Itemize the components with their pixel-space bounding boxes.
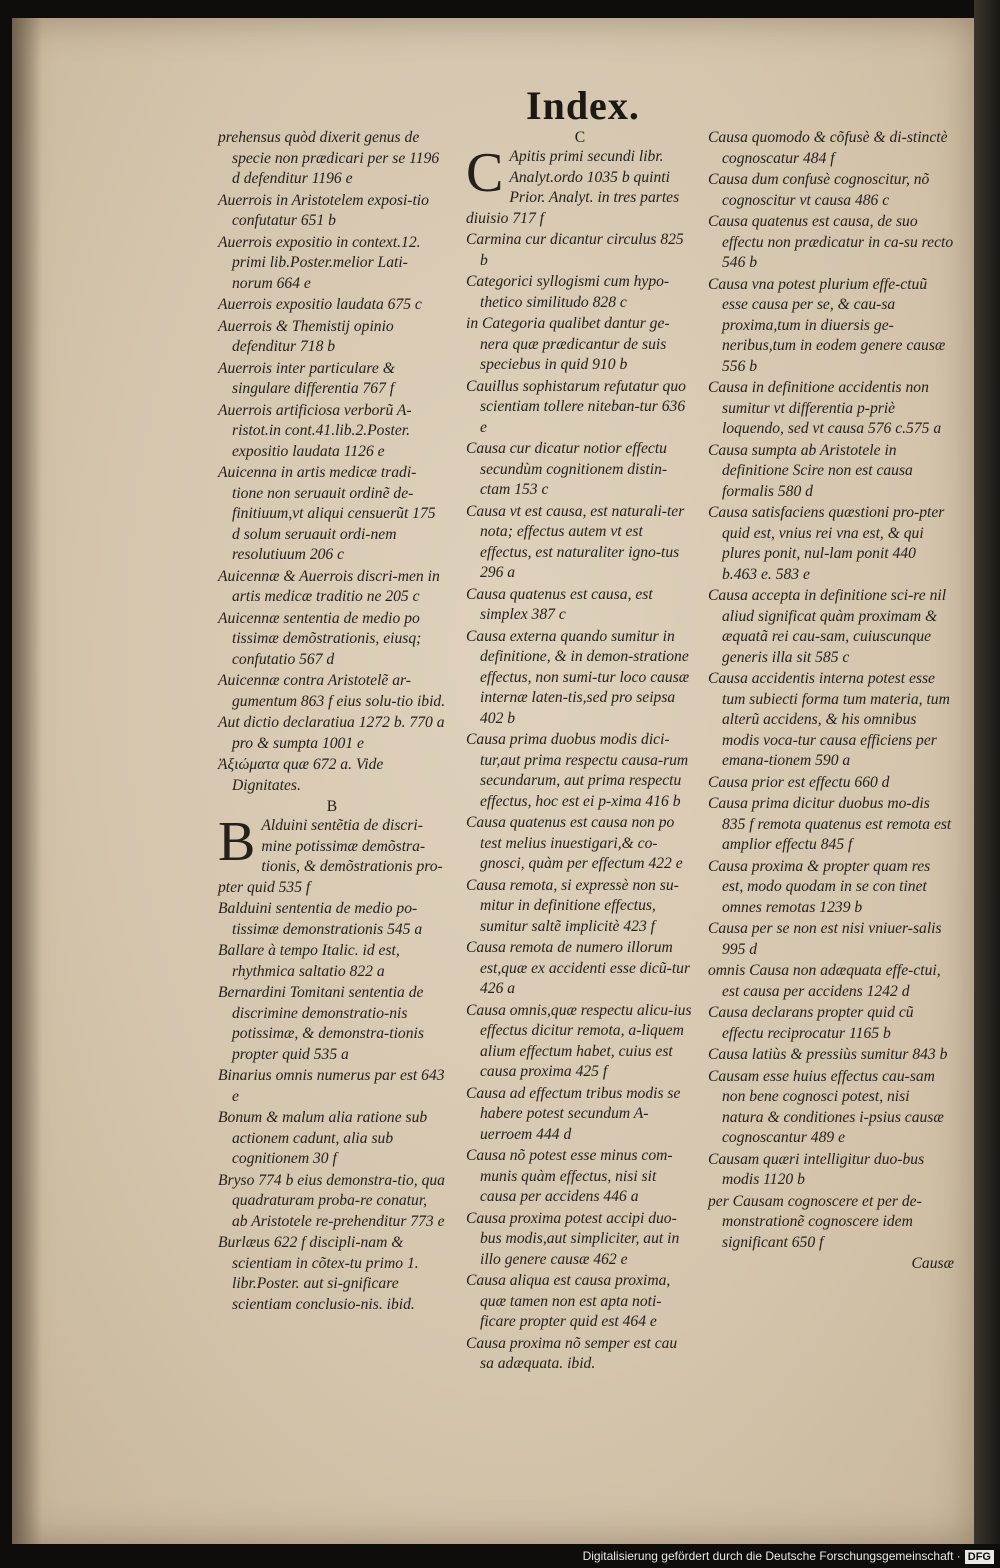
index-column-1 — [218, 128, 446, 1316]
index-entry: Causa quatenus est causa, de suo effectu non prædicatur in ca-su recto 546 b — [708, 213, 954, 271]
index-entry: Causa quatenus est causa, est simplex 387 c — [466, 585, 653, 623]
index-entry: Causa proxima & propter quam res est, modo quodam in se con tinet omnes remotas 1239 b — [708, 857, 931, 916]
index-column-3 — [708, 128, 954, 1276]
drop-cap-c: C — [466, 142, 504, 204]
index-entry: Causa ad effectum tribus modis se habere potest secundum A-uerroem 444 d — [466, 1084, 681, 1143]
index-entry: Auicennæ & Auerrois discri-men in artis medicæ traditio ne 205 c — [218, 567, 440, 605]
index-entry: Causa per se non est nisi vniuer-salis 995 d — [708, 920, 942, 958]
index-entry: Auerrois inter particulare & singulare differentia 767 f — [218, 359, 395, 397]
index-entry: Cauillus sophistarum refutatur quo scientiam tollere niteban-tur 636 e — [466, 377, 686, 436]
index-entry: Ἀξιώματα quæ 672 a. Vide Dignitates. — [218, 756, 384, 794]
index-entry: Auerrois artificiosa verborũ A-ristot.in cont.41.lib.2.Poster. expositio laudata 1126 e — [218, 401, 412, 460]
index-entry: Causa prima dicitur duobus mo-dis 835 f remota quatenus est remota est amplior effectu 845 f — [708, 795, 952, 853]
index-entry: Causa remota de numero illorum est,quæ ex accidenti esse dicũ-tur 426 a — [466, 939, 691, 997]
index-entry: Auicennæ contra Aristotelẽ ar-gumentum 863 f eius solu-tio ibid. — [218, 672, 446, 710]
index-entry: Categorici syllogismi cum hypo-thetico similitudo 828 c — [466, 273, 670, 311]
section-letter-b: B — [326, 798, 338, 815]
index-entry: Auerrois expositio in context.12. primi lib.Poster.melior Lati-norum 664 e — [218, 233, 421, 292]
index-entry: Causa prior est effectu 660 d — [708, 773, 890, 791]
section-letter-c: C — [574, 129, 586, 146]
index-entry-text: Apitis primi secundi libr. Analyt.ordo 1035 b quinti Prior. Analyt. in tres partes diuisio 717 f — [466, 148, 680, 227]
index-entry: Causa dum confusè cognoscitur, nõ cognoscitur vt causa 486 c — [708, 171, 930, 209]
index-entry: Auicennæ sententia de medio po tissimæ demõstrationis, eiusq; confutatio 567 d — [218, 609, 422, 668]
index-entry: Causa prima duobus modis dici-tur,aut prima respectu causa-rum secundarum, aut prima respectu effectus, hoc est ei p-xima 416 b — [466, 731, 689, 810]
dfg-logo: DFG — [965, 1550, 994, 1564]
index-entry: Causa quomodo & cõfusè & di-stinctè cognoscatur 484 f — [708, 129, 948, 167]
index-entry-first-b — [218, 811, 446, 898]
index-entry: Causa satisfaciens quæstioni pro-pter quid est, vnius rei vna est, & qui plures ponit, nul-lam ponit 440 b.463 e. 583 e — [708, 504, 945, 583]
index-entry: Causa externa quando sumitur in definitione, & in demon-stratione effectus, non sumi-tur loco causæ internæ laten-tis,sed pro seipsa 402 b — [466, 627, 690, 727]
index-entry: Auerrois expositio laudata 675 c — [218, 296, 422, 313]
index-entry: Causa vt est causa, est naturali-ter nota; effectus autem vt est effectus, est naturaliter igno-tus 296 a — [466, 502, 685, 581]
index-entry: Burlæus 622 f discipli-nam & scientiam in cõtex-tu primo 1. libr.Poster. aut si-gnificare scientiam conclusio-nis. ibid. — [218, 1234, 419, 1313]
index-entry: Causam esse huius effectus cau-sam non bene cognosci potest, nisi natura & conditiones i-psius causæ cognoscantur 489 e — [708, 1067, 944, 1146]
index-entry: Causa proxima nõ semper est cau sa adæquata. ibid. — [466, 1334, 678, 1372]
page-title: Index. — [526, 83, 640, 128]
index-entry: Auerrois & Themistij opinio defenditur 718 b — [218, 317, 394, 355]
index-entry: Causa in definitione accidentis non sumitur vt differentia p-priè loquendo, sed vt causa 576 c.575 a — [708, 379, 942, 437]
index-entry-first-c — [466, 142, 694, 229]
index-entry: Causa remota, si expressè non su-mitur in definitione effectus, sumitur saltẽ implicitè 423 f — [466, 876, 679, 935]
index-entry: Carmina cur dicantur circulus 825 b — [466, 231, 684, 269]
index-entry: Causa omnis,quæ respectu alicu-ius effectus dicitur remota, a-liquem alium effectum habet, cuius est causa proxima 425 f — [466, 1001, 692, 1080]
catchword: Causæ — [911, 1255, 954, 1272]
book-edge — [974, 0, 1000, 1568]
index-entry: Causa vna potest plurium effe-ctuũ esse causa per se, & cau-sa proxima,tum in diuersis ge-neribus,tum in eodem genere causæ 556 b — [708, 275, 946, 375]
page-gutter-shadow — [12, 18, 42, 1544]
index-entry: Balduini sententia de medio po-tissimæ demonstrationis 545 a — [218, 900, 423, 938]
index-entry: Causa accepta in definitione sci-re nil aliud significat quàm proximam & æquatã rei cau-sam, cuiuscunque generis illa sit 585 c — [708, 587, 947, 666]
index-entry: Binarius omnis numerus par est 643 e — [218, 1067, 445, 1105]
index-entry: Auerrois in Aristotelem exposi-tio confutatur 651 b — [218, 191, 429, 229]
index-entry: Causa sumpta ab Aristotele in definitione Scire non est causa formalis 580 d — [708, 441, 913, 500]
index-entry: Causa quatenus est causa non po test melius inuestigari,& co-gnosci, quàm per effectum 422 e — [466, 814, 683, 872]
index-entry: Causa nõ potest esse minus com-munis quàm effectus, nisi sit causa per accidens 446 a — [466, 1147, 673, 1205]
index-entry: Ballare à tempo Italic. id est, rhythmica saltatio 822 a — [218, 942, 400, 980]
footer-credit: Digitalisierung gefördert durch die Deutsche Forschungsgemeinschaft · — [582, 1549, 961, 1563]
index-entry: Bonum & malum alia ratione sub actionem cadunt, alia sub cognitionem 30 f — [218, 1109, 428, 1167]
index-entry: Auicenna in artis medicæ tradi-tione non seruauit ordinẽ de-finitiuum,vt aliqui censuerũt 175 d solum seruauit ordi-nem resolutiuum 206 c — [218, 464, 436, 563]
index-entry: prehensus quòd dixerit genus de specie non prædicari per se 1196 d defenditur 1196 e — [218, 129, 440, 187]
footer-bar — [0, 1544, 1000, 1568]
index-entry: Bernardini Tomitani sententia de discrimine demonstratio-nis potissimæ, & demonstra-tionis propter quid 535 a — [218, 984, 424, 1063]
index-entry: Causa latiùs & pressiùs sumitur 843 b — [708, 1046, 948, 1063]
index-entry: Causa declarans propter quid cũ effectu reciprocatur 1165 b — [708, 1004, 914, 1042]
index-entry: Causa aliqua est causa proxima, quæ tamen non est apta noti-ficare propter quid est 464 e — [466, 1272, 671, 1330]
index-entry-text: Alduini sentẽtia de discri-mine potissimæ demõstra-tionis, & demõstrationis pro-pter quid 535 f — [218, 817, 443, 896]
index-entry: Bryso 774 b eius demonstra-tio, qua quadraturam proba-re conatur, ab Aristotele re-prehenditur 773 e — [218, 1171, 445, 1230]
index-entry: Causa proxima potest accipi duo-bus modis,aut simpliciter, aut in illo genere causæ 462 e — [466, 1209, 680, 1268]
drop-cap-b: B — [218, 811, 256, 873]
index-entry: Causam quæri intelligitur duo-bus modis 1120 b — [708, 1150, 925, 1188]
index-entry: per Causam cognoscere et per de-monstrationẽ cognoscere idem significant 650 f — [708, 1192, 922, 1251]
index-entry: omnis Causa non adæquata effe-ctui, est causa per accidens 1242 d — [708, 962, 941, 1000]
index-column-2 — [466, 128, 694, 1376]
index-entry: Causa cur dicatur notior effectu secundùm cognitionem distin-ctam 153 c — [466, 440, 668, 498]
index-entry: in Categoria qualibet dantur ge-nera quæ prædicantur de suis speciebus in quid 910 b — [466, 315, 670, 373]
index-entry: Aut dictio declaratiua 1272 b. 770 a pro & sumpta 1001 e — [218, 714, 445, 752]
index-entry: Causa accidentis interna potest esse tum subiecti forma tum materia, tum alterũ accidens, & his omnibus modis voca-tur causa efficiens per emana-tionem 590 a — [708, 670, 950, 769]
